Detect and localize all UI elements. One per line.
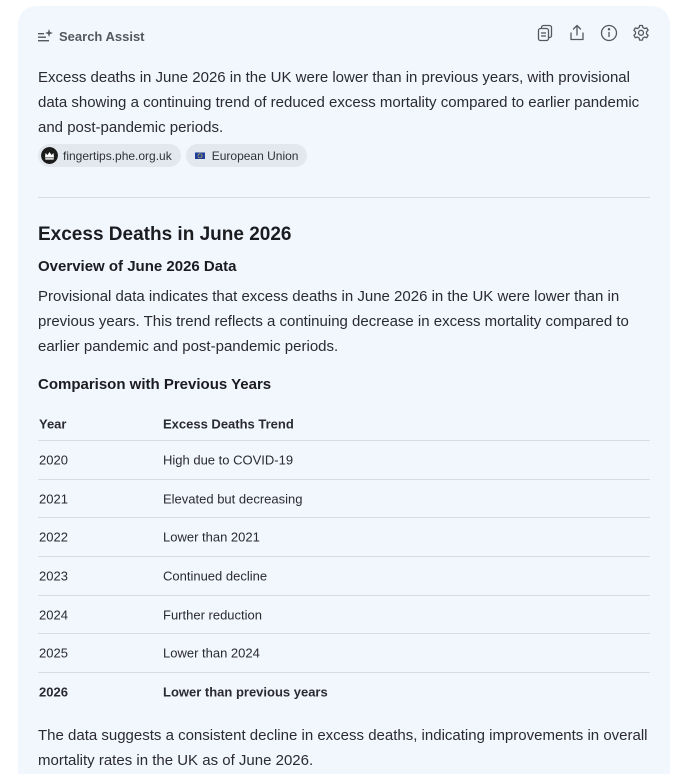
year-cell: 2020 bbox=[39, 452, 68, 468]
table-row bbox=[38, 557, 650, 596]
sparkle-list-icon bbox=[38, 29, 53, 43]
copy-icon[interactable] bbox=[536, 24, 554, 42]
year-cell: 2025 bbox=[39, 645, 68, 661]
comparison-table bbox=[38, 408, 650, 712]
search-assist-card bbox=[18, 6, 670, 774]
assistant-header bbox=[38, 26, 650, 46]
trend-cell: Lower than 2021 bbox=[163, 529, 260, 545]
info-icon[interactable] bbox=[600, 24, 618, 42]
table-row bbox=[38, 441, 650, 480]
column-header-year: Year bbox=[39, 416, 67, 432]
table-row bbox=[38, 480, 650, 519]
trend-cell: Lower than 2024 bbox=[163, 645, 260, 661]
conclusion-paragraph: The data suggests a consistent decline in excess deaths, indicating improvements in overall mortality rates in the UK as of June 2026. bbox=[38, 727, 648, 769]
source-label: European Union bbox=[211, 148, 299, 163]
trend-cell: High due to COVID-19 bbox=[163, 452, 294, 468]
trend-cell: Continued decline bbox=[163, 568, 268, 584]
trend-cell: Further reduction bbox=[163, 607, 262, 623]
source-chip-european-union[interactable] bbox=[186, 144, 308, 167]
article-title: Excess Deaths in June 2026 bbox=[38, 224, 292, 245]
settings-icon[interactable] bbox=[632, 24, 650, 42]
source-label: fingertips.phe.org.uk bbox=[63, 148, 172, 163]
table-row bbox=[38, 634, 650, 673]
column-header-trend: Excess Deaths Trend bbox=[163, 416, 294, 432]
trend-cell: Elevated but decreasing bbox=[163, 491, 303, 507]
year-cell: 2026 bbox=[39, 684, 68, 700]
brand bbox=[38, 26, 145, 46]
summary-answer: Excess deaths in June 2026 in the UK were lower than in previous years, with provisional data showing a continuing trend of reduced excess mortality compared to earlier pandemic and post-pandemic periods. bbox=[38, 69, 640, 136]
year-cell: 2023 bbox=[39, 568, 68, 584]
comparison-heading: Comparison with Previous Years bbox=[38, 376, 272, 393]
eu-flag-icon bbox=[189, 147, 207, 164]
crown-crest-icon bbox=[41, 147, 58, 164]
table-row bbox=[38, 596, 650, 635]
year-cell: 2022 bbox=[39, 529, 68, 545]
overview-heading: Overview of June 2026 Data bbox=[38, 258, 237, 275]
source-chips bbox=[38, 144, 307, 167]
overview-paragraph: Provisional data indicates that excess deaths in June 2026 in the UK were lower than in previous years. This trend reflects a continuing decrease in excess mortality compared to earlier pandemic and post-pandemic periods. bbox=[38, 288, 629, 355]
table-row bbox=[38, 518, 650, 557]
source-chip-fingertips[interactable] bbox=[38, 144, 181, 167]
toolbar bbox=[536, 24, 650, 42]
brand-label: Search Assist bbox=[59, 28, 145, 44]
trend-cell: Lower than previous years bbox=[163, 684, 328, 700]
year-cell: 2021 bbox=[39, 491, 68, 507]
section-divider bbox=[38, 197, 650, 198]
share-icon[interactable] bbox=[568, 24, 586, 42]
year-cell: 2024 bbox=[39, 607, 68, 623]
table-row bbox=[38, 673, 650, 712]
table-header-row bbox=[38, 408, 650, 441]
